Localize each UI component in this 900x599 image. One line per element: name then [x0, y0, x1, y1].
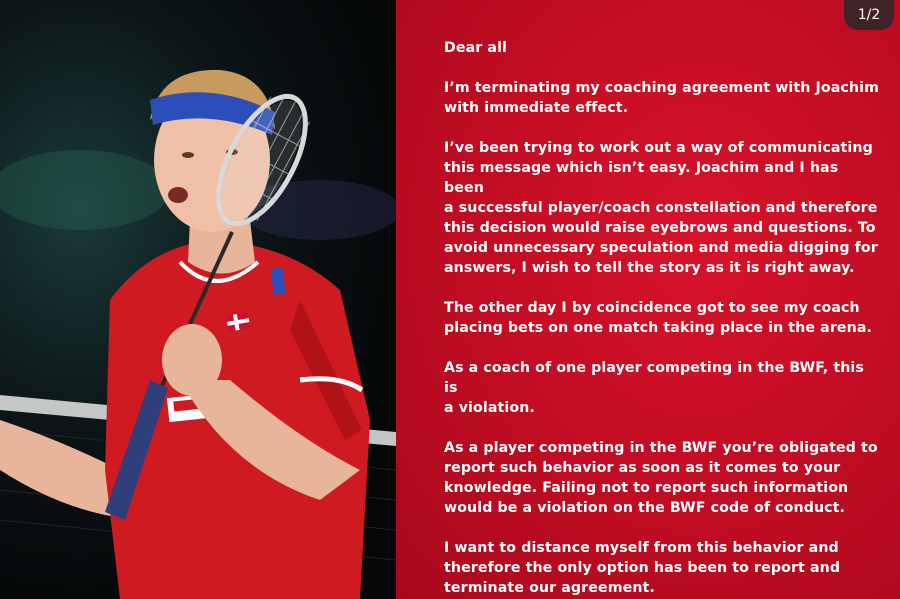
statement-paragraph: Dear all	[444, 40, 508, 56]
statement-paragraph: As a player competing in the BWF you’re obligated to report such behavior as soon as it comes to your knowledge. Failing not to report such information would be a violation on the BWF code of conduct.	[444, 440, 878, 516]
statement-paragraph: As a coach of one player competing in the BWF, this is a violation.	[444, 360, 864, 416]
statement-paragraph: I want to distance myself from this behavior and therefore the only option has been to report and terminate our agreement.	[444, 540, 841, 596]
statement-panel	[396, 0, 900, 599]
page-indicator-badge: 1/2	[844, 0, 894, 30]
statement-paragraph: The other day I by coincidence got to see my coach placing bets on one match taking place in the arena.	[444, 300, 873, 336]
statement-paragraph: I’ve been trying to work out a way of communicating this message which isn’t easy. Joachim and I has been a successful player/coach constellation and therefore this decision would raise eyebrows and questions. To avoid unnecessary speculation and media digging for answers, I wish to tell the story as it is right away.	[444, 140, 878, 276]
statement-paragraph: I’m terminating my coaching agreement with Joachim with immediate effect.	[444, 80, 879, 116]
player-illustration	[0, 0, 396, 599]
player-photo	[0, 0, 396, 599]
